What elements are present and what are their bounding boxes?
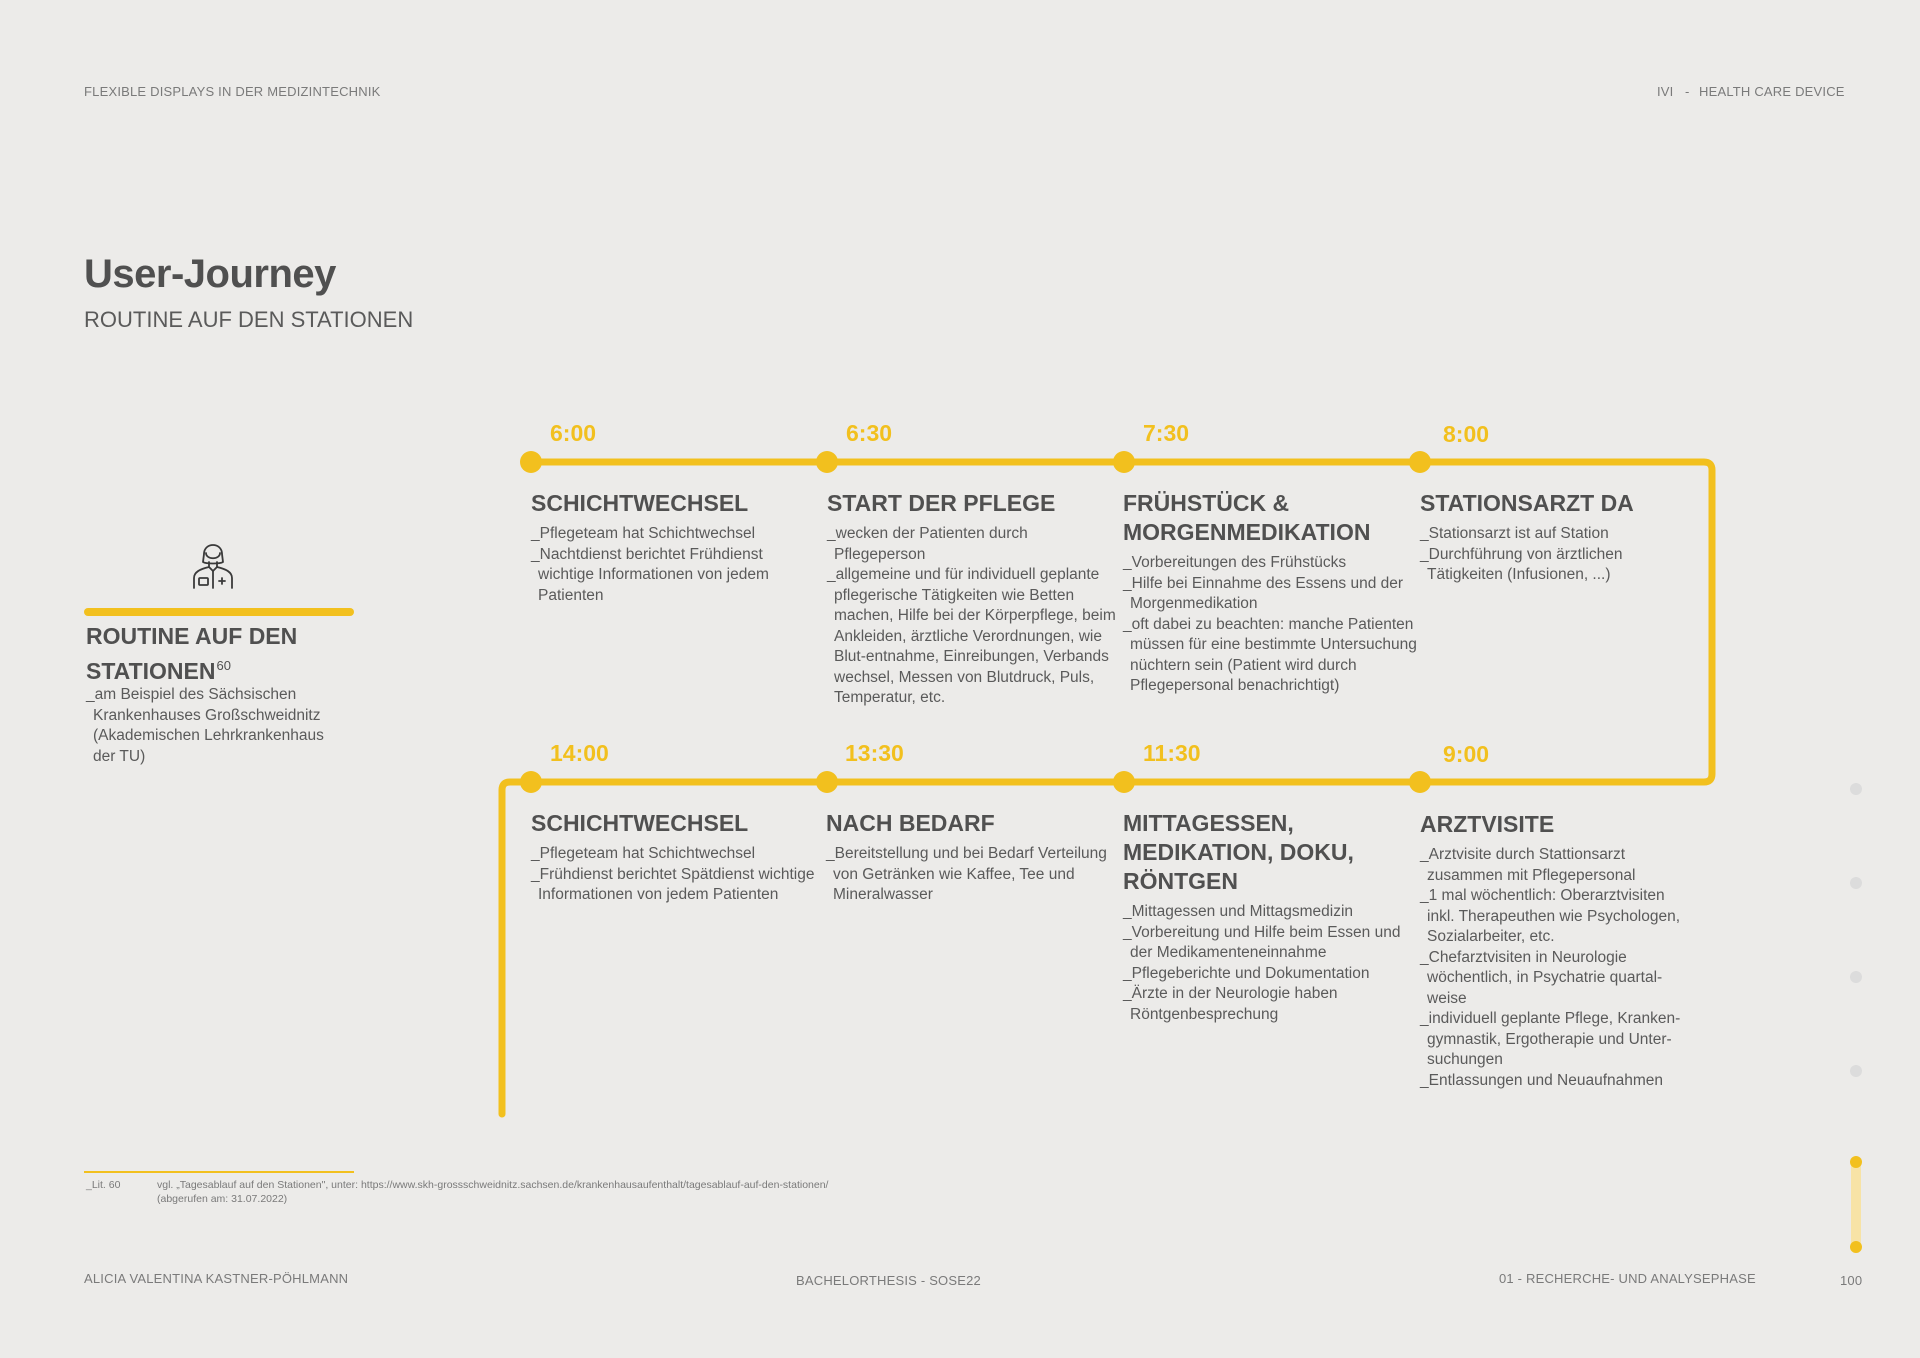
step-title: MITTAGESSEN, MEDIKATION, DOKU, RÖNTGEN bbox=[1123, 810, 1354, 894]
step-body-line: _Bereitstellung und bei Bedarf Verteilung von Getränken wie Kaffee, Tee und Mineralwasser bbox=[826, 845, 1107, 903]
footer-thesis: BACHELORTHESIS - SOSE22 bbox=[796, 1273, 981, 1288]
step-body-line: _individuell geplante Pflege, Kranken-gymnastik, Ergotherapie und Unter-suchungen bbox=[1420, 1010, 1681, 1068]
step-body bbox=[1123, 553, 1423, 697]
step-body-line: _1 mal wöchentlich: Oberarztvisiten inkl. Therapeuthen wie Psychologen, Sozialarbeiter, etc. bbox=[1420, 887, 1681, 945]
step-title: START DER PFLEGE bbox=[827, 490, 1056, 516]
timeline-node bbox=[816, 451, 838, 473]
footnote-divider bbox=[84, 1171, 354, 1173]
footnote-accessed: (abgerufen am: 31.07.2022) bbox=[157, 1193, 288, 1205]
page-title: User-Journey bbox=[84, 252, 336, 296]
timeline-node bbox=[520, 771, 542, 793]
step-body-line: _Mittagessen und Mittagsmedizin bbox=[1123, 903, 1354, 920]
step-body-line: _Pflegeteam hat Schichtwechsel bbox=[531, 845, 756, 862]
sidebar-title-text: ROUTINE AUF DEN STATIONEN bbox=[86, 623, 298, 684]
step-body-line: _allgemeine und für individuell geplante pflegerische Tätigkeiten wie Betten machen, Hilfe bei der Körperpflege, beim Ankleiden, ärztliche Verordnungen, wie Blut-entnahme, Einreibungen, Verbands wechsel, Messen von Blutdruck, Puls, Temperatur, etc. bbox=[827, 566, 1116, 706]
step-time: 8:00 bbox=[1443, 421, 1490, 447]
step-body-line: _Arztvisite durch Stattionsarzt zusammen mit Pflegepersonal bbox=[1420, 846, 1636, 884]
step-body bbox=[531, 524, 821, 606]
step-time: 11:30 bbox=[1143, 740, 1201, 766]
footnote-label: _Lit. 60 bbox=[86, 1179, 121, 1191]
step-title: SCHICHTWECHSEL bbox=[531, 490, 749, 516]
step-body bbox=[1420, 845, 1690, 1091]
step-body-line: _Pflegeteam hat Schichtwechsel bbox=[531, 525, 756, 542]
step-time: 14:00 bbox=[550, 740, 609, 766]
scroll-indicator-top bbox=[1850, 1156, 1862, 1168]
step-body-line: _Vorbereitungen des Frühstücks bbox=[1123, 554, 1347, 571]
section-number: IVI bbox=[1657, 84, 1674, 99]
step-body-line: _Ärzte in der Neurologie haben Röntgenbesprechung bbox=[1123, 985, 1338, 1023]
timeline-node bbox=[1409, 451, 1431, 473]
page-nav-dot[interactable] bbox=[1850, 877, 1862, 889]
step-body-line: _Vorbereitung und Hilfe beim Essen und der Medikamenteneinnahme bbox=[1123, 923, 1401, 961]
step-body-line: _Entlassungen und Neuaufnahmen bbox=[1420, 1071, 1664, 1089]
step-body bbox=[1420, 524, 1680, 586]
sidebar-body-line: _am Beispiel des Sächsischen Krankenhauses Großschweidnitz (Akademischen Lehrkrankenhaus der TU) bbox=[86, 686, 324, 765]
step-body bbox=[827, 524, 1117, 709]
step-body-line: _Durchführung von ärztlichen Tätigkeiten (Infusionen, ...) bbox=[1420, 545, 1623, 583]
step-title: STATIONSARZT DA bbox=[1420, 490, 1634, 516]
footer-chapter: 01 - RECHERCHE- UND ANALYSEPHASE bbox=[1499, 1271, 1756, 1286]
timeline-node bbox=[1113, 451, 1135, 473]
footer-author: ALICIA VALENTINA KASTNER-PÖHLMANN bbox=[84, 1271, 349, 1286]
step-body bbox=[1123, 902, 1403, 1025]
header-separator: - bbox=[1685, 84, 1690, 99]
timeline-node bbox=[1113, 771, 1135, 793]
scroll-indicator[interactable] bbox=[1851, 1160, 1861, 1247]
step-body-line: _oft dabei zu beachten: manche Patienten müssen für eine bestimmte Untersuchung nüchtern sein (Patient wird durch Pflegepersonal benachrichtigt) bbox=[1123, 615, 1417, 694]
page-nav-dot[interactable] bbox=[1850, 971, 1862, 983]
step-body-line: _Stationsarzt ist auf Station bbox=[1420, 525, 1609, 542]
page-nav-dot[interactable] bbox=[1850, 1065, 1862, 1077]
section-title: HEALTH CARE DEVICE bbox=[1699, 84, 1845, 99]
footnote-text bbox=[157, 1178, 1057, 1206]
step-body-line: _Hilfe bei Einnahme des Essens und der Morgenmedikation bbox=[1123, 574, 1404, 612]
step-body bbox=[826, 844, 1116, 906]
step-body-line: _Pflegeberichte und Dokumentation bbox=[1123, 964, 1370, 982]
timeline-node bbox=[816, 771, 838, 793]
timeline-node bbox=[520, 451, 542, 473]
footnote-source: vgl. „Tagesablauf auf den Stationen", unter: https://www.skh-grossschweidnitz.sachsen.de/krankenhausaufenthalt/tagesablauf-auf-den-stationen/ bbox=[157, 1179, 829, 1191]
step-time: 13:30 bbox=[845, 740, 904, 766]
step-time: 6:30 bbox=[846, 420, 893, 446]
page-subtitle: ROUTINE AUF DEN STATIONEN bbox=[84, 307, 414, 332]
step-body-line: _wecken der Patienten durch Pflegeperson bbox=[827, 525, 1028, 563]
page-number: 100 bbox=[1840, 1273, 1863, 1288]
step-title: SCHICHTWECHSEL bbox=[531, 810, 749, 836]
step-time: 7:30 bbox=[1143, 420, 1190, 446]
step-title: ARZTVISITE bbox=[1420, 811, 1555, 837]
step-time: 9:00 bbox=[1443, 741, 1490, 767]
step-title: NACH BEDARF bbox=[826, 810, 995, 836]
footnote-ref: 60 bbox=[216, 658, 231, 673]
page-nav-dot[interactable] bbox=[1850, 783, 1862, 795]
step-body bbox=[531, 844, 821, 906]
timeline-node bbox=[1409, 771, 1431, 793]
step-body-line: _Nachtdienst berichtet Frühdienst wichtige Informationen von jedem Patienten bbox=[531, 545, 769, 604]
step-body-line: _Frühdienst berichtet Spätdienst wichtige Informationen von jedem Patienten bbox=[531, 865, 815, 903]
scroll-indicator-bottom bbox=[1850, 1241, 1862, 1253]
step-body-line: _Chefarztvisiten in Neurologie wöchentlich, in Psychatrie quartal-weise bbox=[1420, 948, 1663, 1007]
step-time: 6:00 bbox=[550, 420, 597, 446]
document-title: FLEXIBLE DISPLAYS IN DER MEDIZINTECHNIK bbox=[84, 84, 381, 99]
step-title: FRÜHSTÜCK & MORGENMEDIKATION bbox=[1123, 490, 1371, 545]
